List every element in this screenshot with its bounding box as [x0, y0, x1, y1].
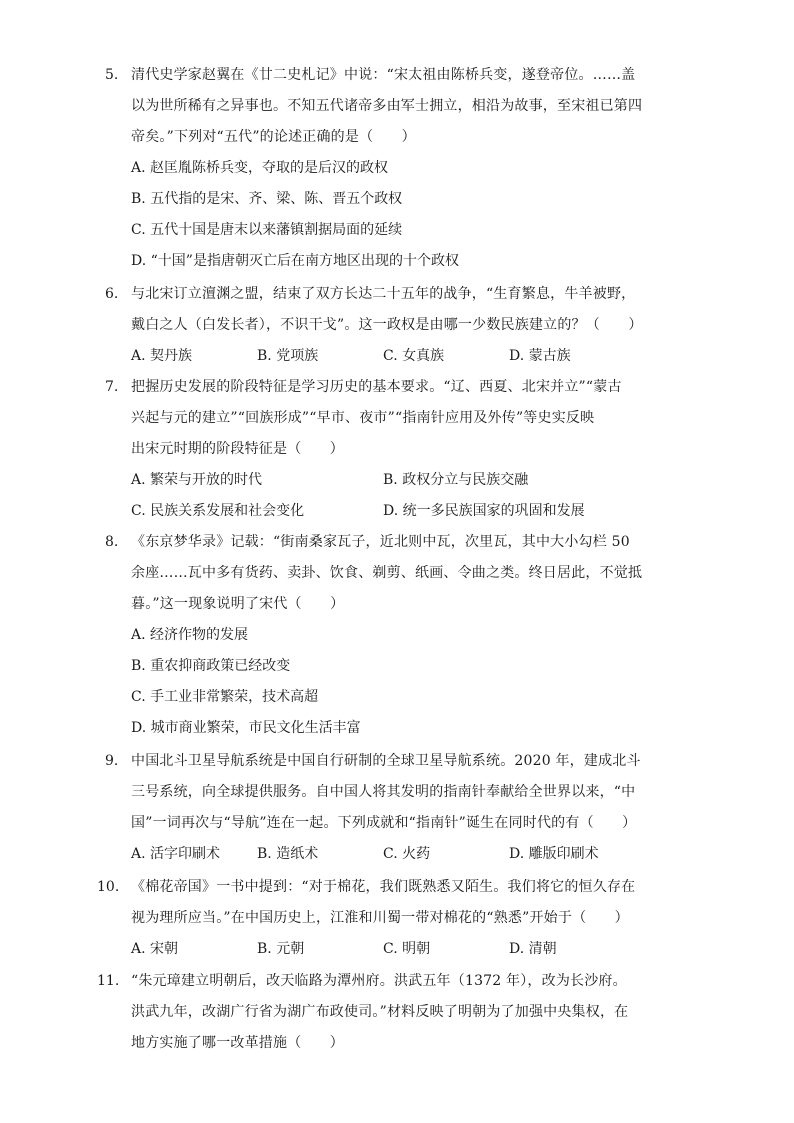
- option-row: [131, 934, 671, 965]
- option-a[interactable]: A. 活字印刷术: [131, 846, 221, 862]
- option-c[interactable]: C. 手工业非常繁荣，技术高超: [131, 689, 319, 705]
- stem-line: “朱元璋建立明朝后，改天临路为潭州府。洪武五年（1372 年），改为长沙府。: [131, 973, 627, 989]
- question-stem: [131, 60, 671, 153]
- stem-line: 视为理所应当。”在中国历史上，江淮和川蜀一带对棉花的“熟悉”开始于（ ）: [131, 910, 629, 926]
- option-c[interactable]: C. 女真族: [383, 348, 445, 364]
- option-b[interactable]: B. 党项族: [257, 348, 319, 364]
- stem-line: 余座……瓦中多有货药、卖卦、饮食、剃剪、纸画、令曲之类。终日居此，不觉抵: [131, 565, 643, 581]
- question-8: [105, 527, 671, 744]
- option-list: [131, 620, 671, 744]
- option-a[interactable]: A. 契丹族: [131, 348, 193, 364]
- option-b[interactable]: B. 政权分立与民族交融: [383, 472, 529, 488]
- question-7: [105, 372, 671, 527]
- question-11: [97, 966, 671, 1059]
- question-number: 7.: [105, 379, 119, 395]
- question-number: 8.: [105, 534, 119, 550]
- stem-line: 与北宋订立澶渊之盟，结束了双方长达二十五年的战争，“生育繁息，牛羊被野，: [131, 286, 636, 302]
- stem-line: 清代史学家赵翼在《廿二史札记》中说：“宋太祖由陈桥兵变，遂登帝位。……盖: [131, 67, 636, 83]
- option-d[interactable]: D. 统一多民族国家的巩固和发展: [383, 503, 585, 519]
- stem-line: 国”一词再次与“导航”连在一起。下列成就和“指南针”诞生在同时代的有（ ）: [131, 815, 637, 831]
- stem-line: 把握历史发展的阶段特征是学习历史的基本要求。“辽、西夏、北宋并立”“蒙古: [131, 379, 622, 395]
- question-stem: [131, 279, 671, 341]
- option-list: [131, 153, 671, 277]
- option-b[interactable]: B. 元朝: [257, 941, 305, 957]
- question-stem: [131, 527, 671, 620]
- question-stem: [131, 372, 671, 465]
- option-b[interactable]: B. 五代指的是宋、齐、梁、陈、晋五个政权: [131, 191, 403, 207]
- option-row: [131, 496, 671, 527]
- option-d[interactable]: D. 清朝: [509, 941, 557, 957]
- option-b[interactable]: B. 造纸术: [257, 846, 319, 862]
- option-d[interactable]: D. “十国”是指唐朝灭亡后在南方地区出现的十个政权: [131, 253, 459, 269]
- question-number: 10.: [97, 879, 120, 895]
- option-a[interactable]: A. 赵匡胤陈桥兵变，夺取的是后汉的政权: [131, 160, 389, 176]
- stem-line: 出宋元时期的阶段特征是（ ）: [131, 441, 344, 457]
- stem-line: 地方实施了哪一改革措施（ ）: [131, 1035, 344, 1051]
- option-d[interactable]: D. 蒙古族: [509, 348, 571, 364]
- question-stem: [131, 966, 671, 1059]
- option-row: [131, 341, 671, 372]
- question-9: [105, 746, 671, 870]
- option-a[interactable]: A. 繁荣与开放的时代: [131, 472, 263, 488]
- option-a[interactable]: A. 宋朝: [131, 941, 179, 957]
- question-number: 9.: [105, 753, 119, 769]
- question-number: 5.: [105, 67, 119, 83]
- option-d[interactable]: D. 城市商业繁荣，市民文化生活丰富: [131, 720, 361, 736]
- option-row: [131, 839, 671, 870]
- stem-line: 戴白之人（白发长者），不识干戈”。这一政权是由哪一少数民族建立的？（ ）: [131, 317, 643, 333]
- option-c[interactable]: C. 明朝: [383, 941, 431, 957]
- stem-line: 中国北斗卫星导航系统是中国自行研制的全球卫星导航系统。2020 年，建成北斗: [131, 753, 641, 769]
- stem-line: 《东京梦华录》记载：“街南桑家瓦子，近北则中瓦，次里瓦，其中大小勾栏 50: [131, 534, 630, 550]
- stem-line: 暮。”这一现象说明了宋代（ ）: [131, 596, 345, 612]
- question-number: 6.: [105, 286, 119, 302]
- question-10: [97, 872, 671, 965]
- question-stem: [131, 872, 671, 934]
- option-b[interactable]: B. 重农抑商政策已经改变: [131, 658, 291, 674]
- option-c[interactable]: C. 火药: [383, 846, 431, 862]
- question-6: [105, 279, 671, 372]
- stem-line: 三号系统，向全球提供服务。自中国人将其发明的指南针奉献给全世界以来，“中: [131, 784, 636, 800]
- stem-line: 以为世所稀有之异事也。不知五代诸帝多由军士拥立，相沿为故事，至宋祖已第四: [131, 98, 643, 114]
- stem-line: 洪武九年，改湖广行省为湖广布政使司。”材料反映了明朝为了加强中央集权，在: [131, 1004, 629, 1020]
- option-row: [131, 465, 671, 496]
- stem-line: 《棉花帝国》一书中提到：“对于棉花，我们既熟悉又陌生。我们将它的恒久存在: [131, 879, 636, 895]
- stem-line: 兴起与元的建立”“回族形成”“早市、夜市”“指南针应用及外传”等史实反映: [131, 410, 595, 426]
- option-c[interactable]: C. 五代十国是唐末以来藩镇割据局面的延续: [131, 222, 403, 238]
- option-c[interactable]: C. 民族关系发展和社会变化: [131, 503, 305, 519]
- option-d[interactable]: D. 雕版印刷术: [509, 846, 599, 862]
- question-stem: [131, 746, 671, 839]
- stem-line: 帝矣。”下列对“五代”的论述正确的是（ ）: [131, 129, 416, 145]
- question-number: 11.: [97, 973, 120, 989]
- question-5: [105, 60, 671, 277]
- option-a[interactable]: A. 经济作物的发展: [131, 627, 249, 643]
